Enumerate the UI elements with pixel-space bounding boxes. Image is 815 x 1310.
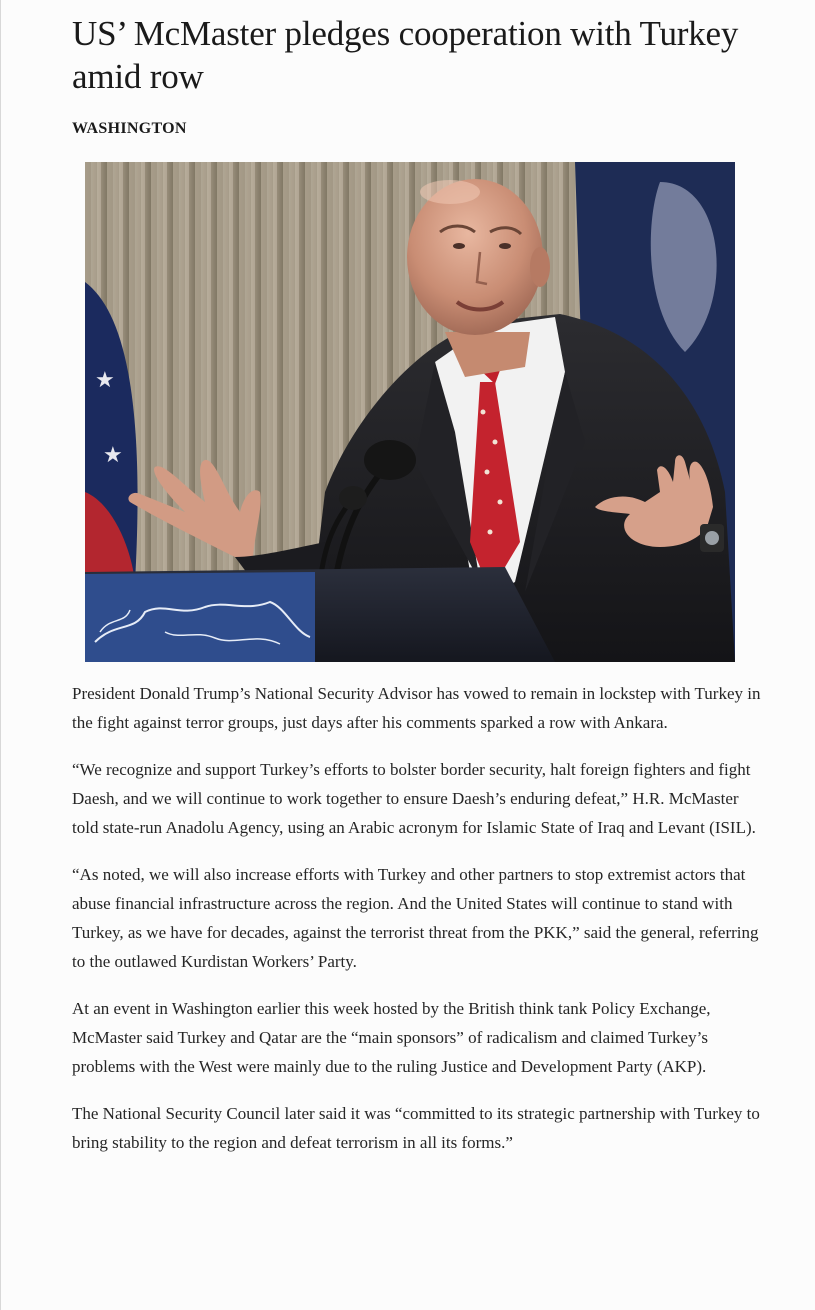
article bbox=[1, 0, 815, 1310]
article-paragraph: “As noted, we will also increase efforts with Turkey and other partners to stop extremist actors that abuse financial infrastructure across the region. And the United States will continue to stand with Turkey, as we have for decades, against the terrorist threat from the PKK,” said the general, referring to the outlawed Kurdistan Workers’ Party. bbox=[72, 865, 759, 971]
article-paragraph: At an event in Washington earlier this week hosted by the British think tank Policy Exchange, McMaster said Turkey and Qatar are the “main sponsors” of radicalism and claimed Turkey’s problems with the West were mainly due to the ruling Justice and Development Party (AKP). bbox=[72, 999, 711, 1076]
svg-text:★: ★ bbox=[95, 368, 115, 393]
article-paragraph: President Donald Trump’s National Security Advisor has vowed to remain in lockstep with Turkey in the fight against terror groups, just days after his comments sparked a row with Ankara. bbox=[72, 684, 761, 732]
article-photo bbox=[85, 162, 735, 662]
article-headline: US’ McMaster pledges cooperation with Turkey amid row bbox=[72, 14, 739, 96]
svg-text:★: ★ bbox=[103, 443, 123, 468]
article-body bbox=[72, 679, 762, 1175]
article-dateline: WASHINGTON bbox=[72, 120, 187, 137]
article-paragraph: The National Security Council later said it was “committed to its strategic partnership with Turkey to bring stability to the region and defeat terrorism in all its forms.” bbox=[72, 1104, 760, 1152]
article-paragraph: “We recognize and support Turkey’s efforts to bolster border security, halt foreign fighters and fight Daesh, and we will continue to work together to ensure Daesh’s enduring defeat,” H.R. McMaster told state-run Anadolu Agency, using an Arabic acronym for Islamic State of Iraq and Levant (ISIL). bbox=[72, 760, 756, 837]
